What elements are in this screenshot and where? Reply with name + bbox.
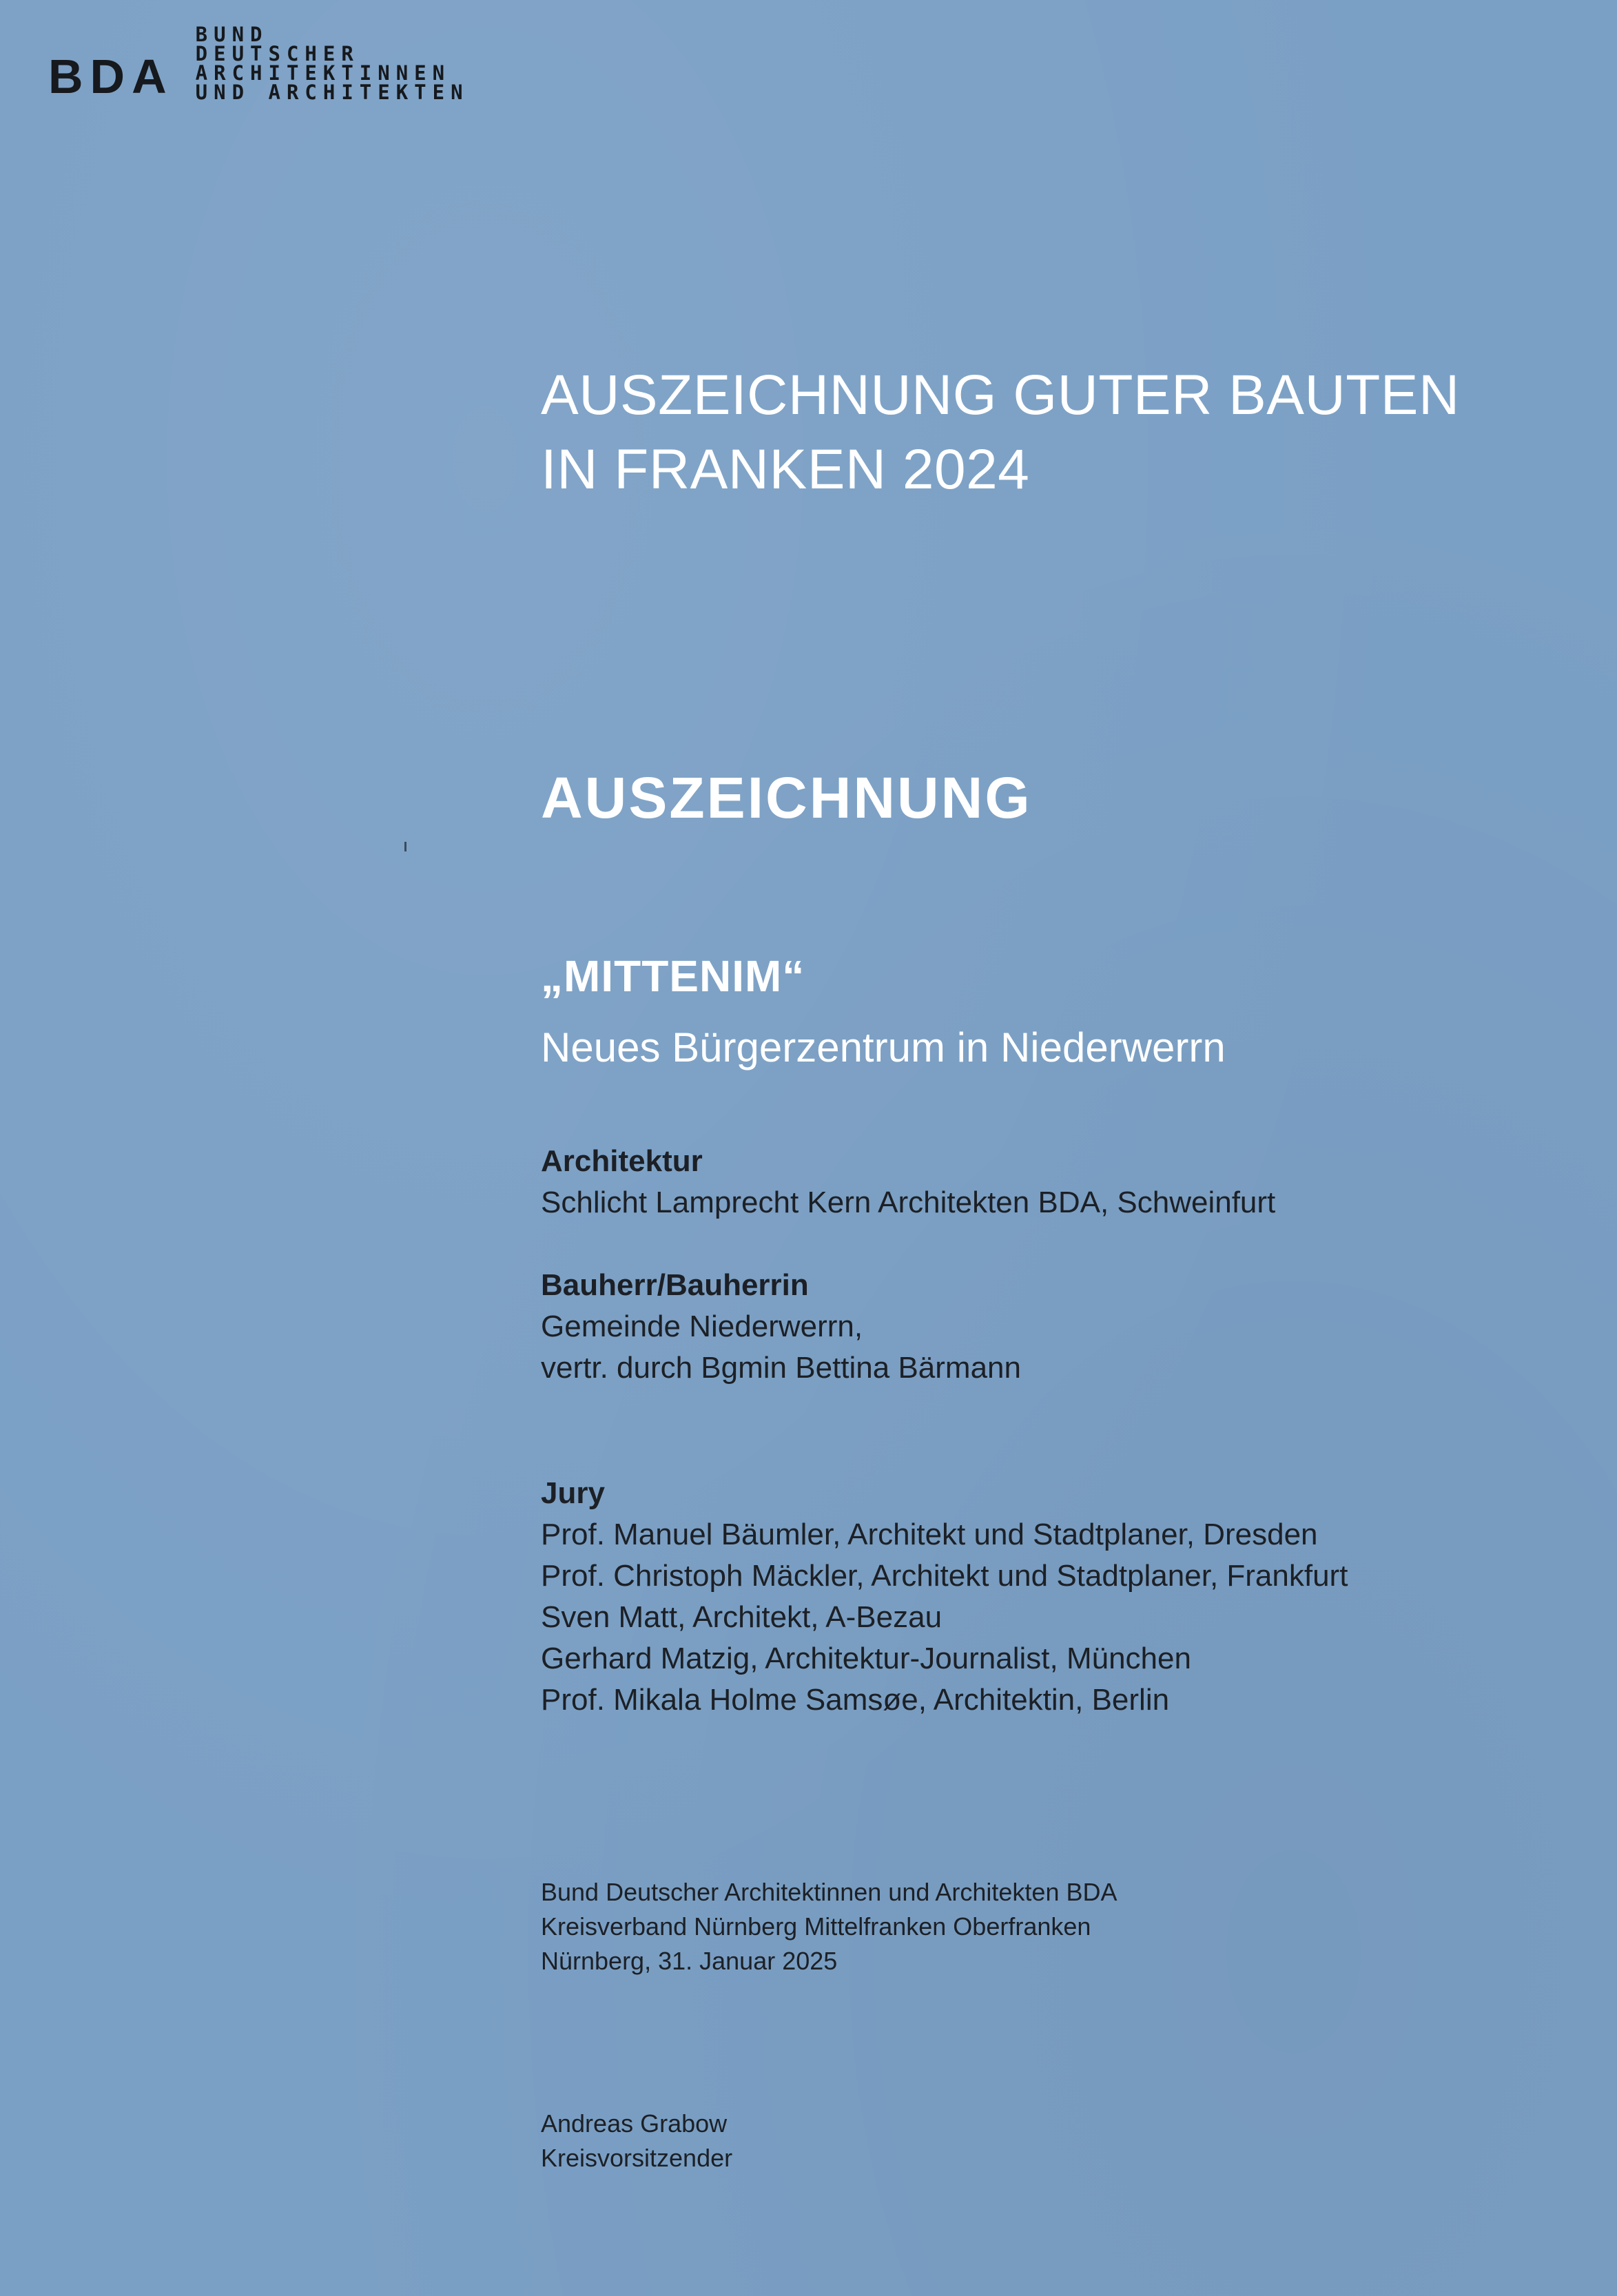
client-line: Gemeinde Niederwerrn, [541, 1310, 863, 1343]
headline [541, 358, 1460, 507]
logo-line: DEUTSCHER [195, 42, 360, 65]
jury-member: Prof. Manuel Bäumler, Architekt und Stadtplaner, Dresden [541, 1518, 1318, 1551]
signatory-block [541, 2107, 732, 2175]
logo-wordmark [196, 25, 469, 102]
logo-line: UND ARCHITEKTEN [195, 81, 469, 104]
headline-line: IN FRANKEN 2024 [541, 438, 1030, 501]
issuer-date: Nürnberg, 31. Januar 2025 [541, 1947, 838, 1975]
architecture-section [541, 1141, 1275, 1223]
headline-line: AUSZEICHNUNG GUTER BAUTEN [541, 364, 1460, 426]
issuer-line: Kreisverband Nürnberg Mittelfranken Oberfranken [541, 1912, 1091, 1941]
logo-line: BUND [195, 23, 269, 46]
signatory-name: Andreas Grabow [541, 2109, 728, 2138]
project-name: „MITTENIM“ [541, 951, 805, 1001]
bda-logo [48, 25, 469, 102]
jury-member: Prof. Mikala Holme Samsøe, Architektin, Berlin [541, 1683, 1170, 1717]
jury-label: Jury [541, 1476, 605, 1510]
jury-member: Sven Matt, Architekt, A-Bezau [541, 1600, 943, 1634]
issuer-block [541, 1875, 1118, 1978]
issuer-line: Bund Deutscher Architektinnen und Architekten BDA [541, 1878, 1118, 1906]
jury-member: Gerhard Matzig, Architektur-Journalist, München [541, 1642, 1191, 1675]
jury-member: Prof. Christoph Mäckler, Architekt und Stadtplaner, Frankfurt [541, 1559, 1348, 1593]
client-line: vertr. durch Bgmin Bettina Bärmann [541, 1351, 1021, 1385]
signatory-role: Kreisvorsitzender [541, 2144, 733, 2172]
jury-section [541, 1473, 1348, 1721]
client-label: Bauherr/Bauherrin [541, 1268, 809, 1302]
project-subtitle: Neues Bürgerzentrum in Niederwerrn [541, 1024, 1226, 1071]
logo-line: ARCHITEKTINNEN [195, 61, 451, 85]
logo-mark: BDA [48, 50, 174, 103]
paper-speck [404, 842, 406, 851]
award-title: AUSZEICHNUNG [541, 765, 1032, 830]
client-section [541, 1265, 1021, 1389]
architecture-value: Schlicht Lamprecht Kern Architekten BDA, Schweinfurt [541, 1186, 1276, 1219]
architecture-label: Architektur [541, 1144, 703, 1178]
